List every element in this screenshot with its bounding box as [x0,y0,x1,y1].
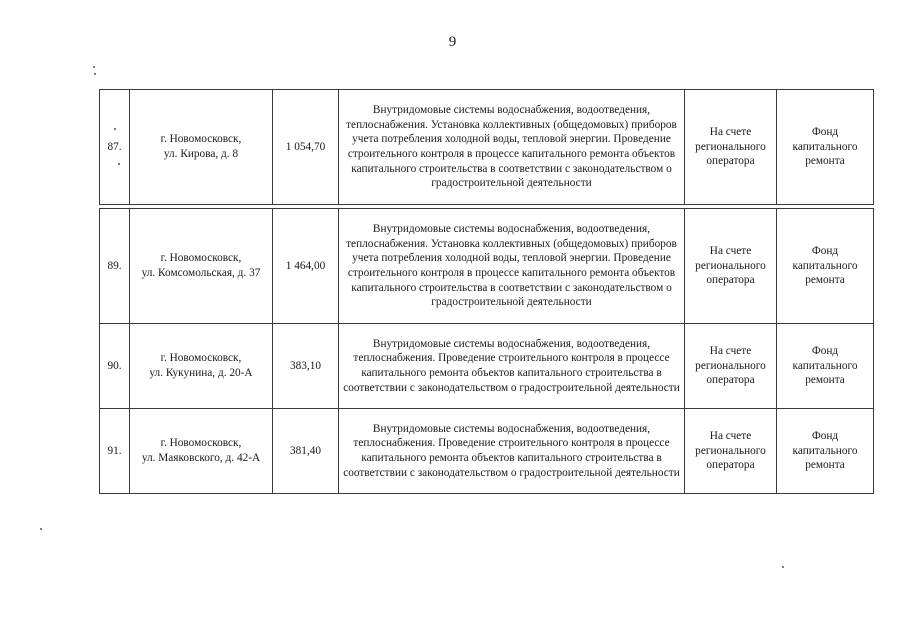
account-cell [685,409,777,494]
account-line: На счете [709,245,752,258]
account-line: На счете [709,345,752,358]
works-description-cell: Внутридомовые системы водоснабжения, водоотведения, теплоснабжения. Проведение строительного контроля в процессе капитального ремонта объектов капитального строительства в соответствии с законодательством о градостроительной деятельности [339,324,685,409]
fund-cell [777,209,874,324]
account-line: На счете [709,126,752,139]
scan-speck [94,73,96,75]
account-line: оператора [706,155,755,168]
address-street: ул. Комсомольская, д. 37 [141,267,261,279]
account-cell [685,324,777,409]
address-city: г. Новомосковск, [160,252,242,265]
table-row [100,209,874,324]
scan-speck [782,566,784,568]
fund-cell [777,409,874,494]
address-street: ул. Кукунина, д. 20-А [149,367,253,379]
area-cell: 383,10 [273,324,339,409]
address-street: ул. Кирова, д. 8 [163,148,239,160]
account-line: оператора [706,374,755,387]
address-cell [130,409,273,494]
fund-line: ремонта [805,374,845,387]
address-city: г. Новомосковск, [160,437,242,450]
works-description-cell: Внутридомовые системы водоснабжения, водоотведения, теплоснабжения. Установка коллективных (общедомовых) приборов учета потребления холодной воды, тепловой энергии. Проведение строительного контроля в процессе капитального ремонта объектов капитального строительства в соответствии с законодательством о градостроительной деятельности [339,209,685,324]
fund-cell [777,90,874,205]
fund-line: ремонта [805,155,845,168]
row-number: 87. [100,90,130,205]
fund-line: капитального [792,259,858,272]
account-line: регионального [695,140,766,153]
address-cell [130,324,273,409]
area-cell: 1 054,70 [273,90,339,205]
fund-line: капитального [792,444,858,457]
row-number: 89. [100,209,130,324]
account-line: регионального [695,359,766,372]
account-cell [685,90,777,205]
works-description-cell: Внутридомовые системы водоснабжения, водоотведения, теплоснабжения. Установка коллективных (общедомовых) приборов учета потребления холодной воды, тепловой энергии. Проведение строительного контроля в процессе капитального ремонта объектов капитального строительства в соответствии с законодательством о градостроительной деятельности [339,90,685,205]
fund-line: ремонта [805,459,845,472]
fund-line: капитального [792,140,858,153]
table-row [100,324,874,409]
fund-line: капитального [792,359,858,372]
fund-line: Фонд [811,126,839,139]
account-line: На счете [709,430,752,443]
fund-line: Фонд [811,345,839,358]
page-number: 9 [448,34,457,50]
fund-line: Фонд [811,430,839,443]
row-number: 90. [100,324,130,409]
area-cell: 381,40 [273,409,339,494]
address-street: ул. Маяковского, д. 42-А [141,452,261,464]
account-line: оператора [706,274,755,287]
scan-speck [93,66,95,68]
fund-line: Фонд [811,245,839,258]
fund-line: ремонта [805,274,845,287]
fund-cell [777,324,874,409]
account-line: регионального [695,259,766,272]
row-number: 91. [100,409,130,494]
address-cell [130,90,273,205]
table-row [100,409,874,494]
address-city: г. Новомосковск, [160,352,242,365]
address-city: г. Новомосковск, [160,133,242,146]
scan-speck [40,528,42,530]
account-cell [685,209,777,324]
address-cell [130,209,273,324]
table-row [100,90,874,205]
works-description-cell: Внутридомовые системы водоснабжения, водоотведения, теплоснабжения. Проведение строительного контроля в процессе капитального ремонта объектов капитального строительства в соответствии с законодательством о градостроительной деятельности [339,409,685,494]
account-line: регионального [695,444,766,457]
area-cell: 1 464,00 [273,209,339,324]
account-line: оператора [706,459,755,472]
repair-works-table [99,89,874,494]
